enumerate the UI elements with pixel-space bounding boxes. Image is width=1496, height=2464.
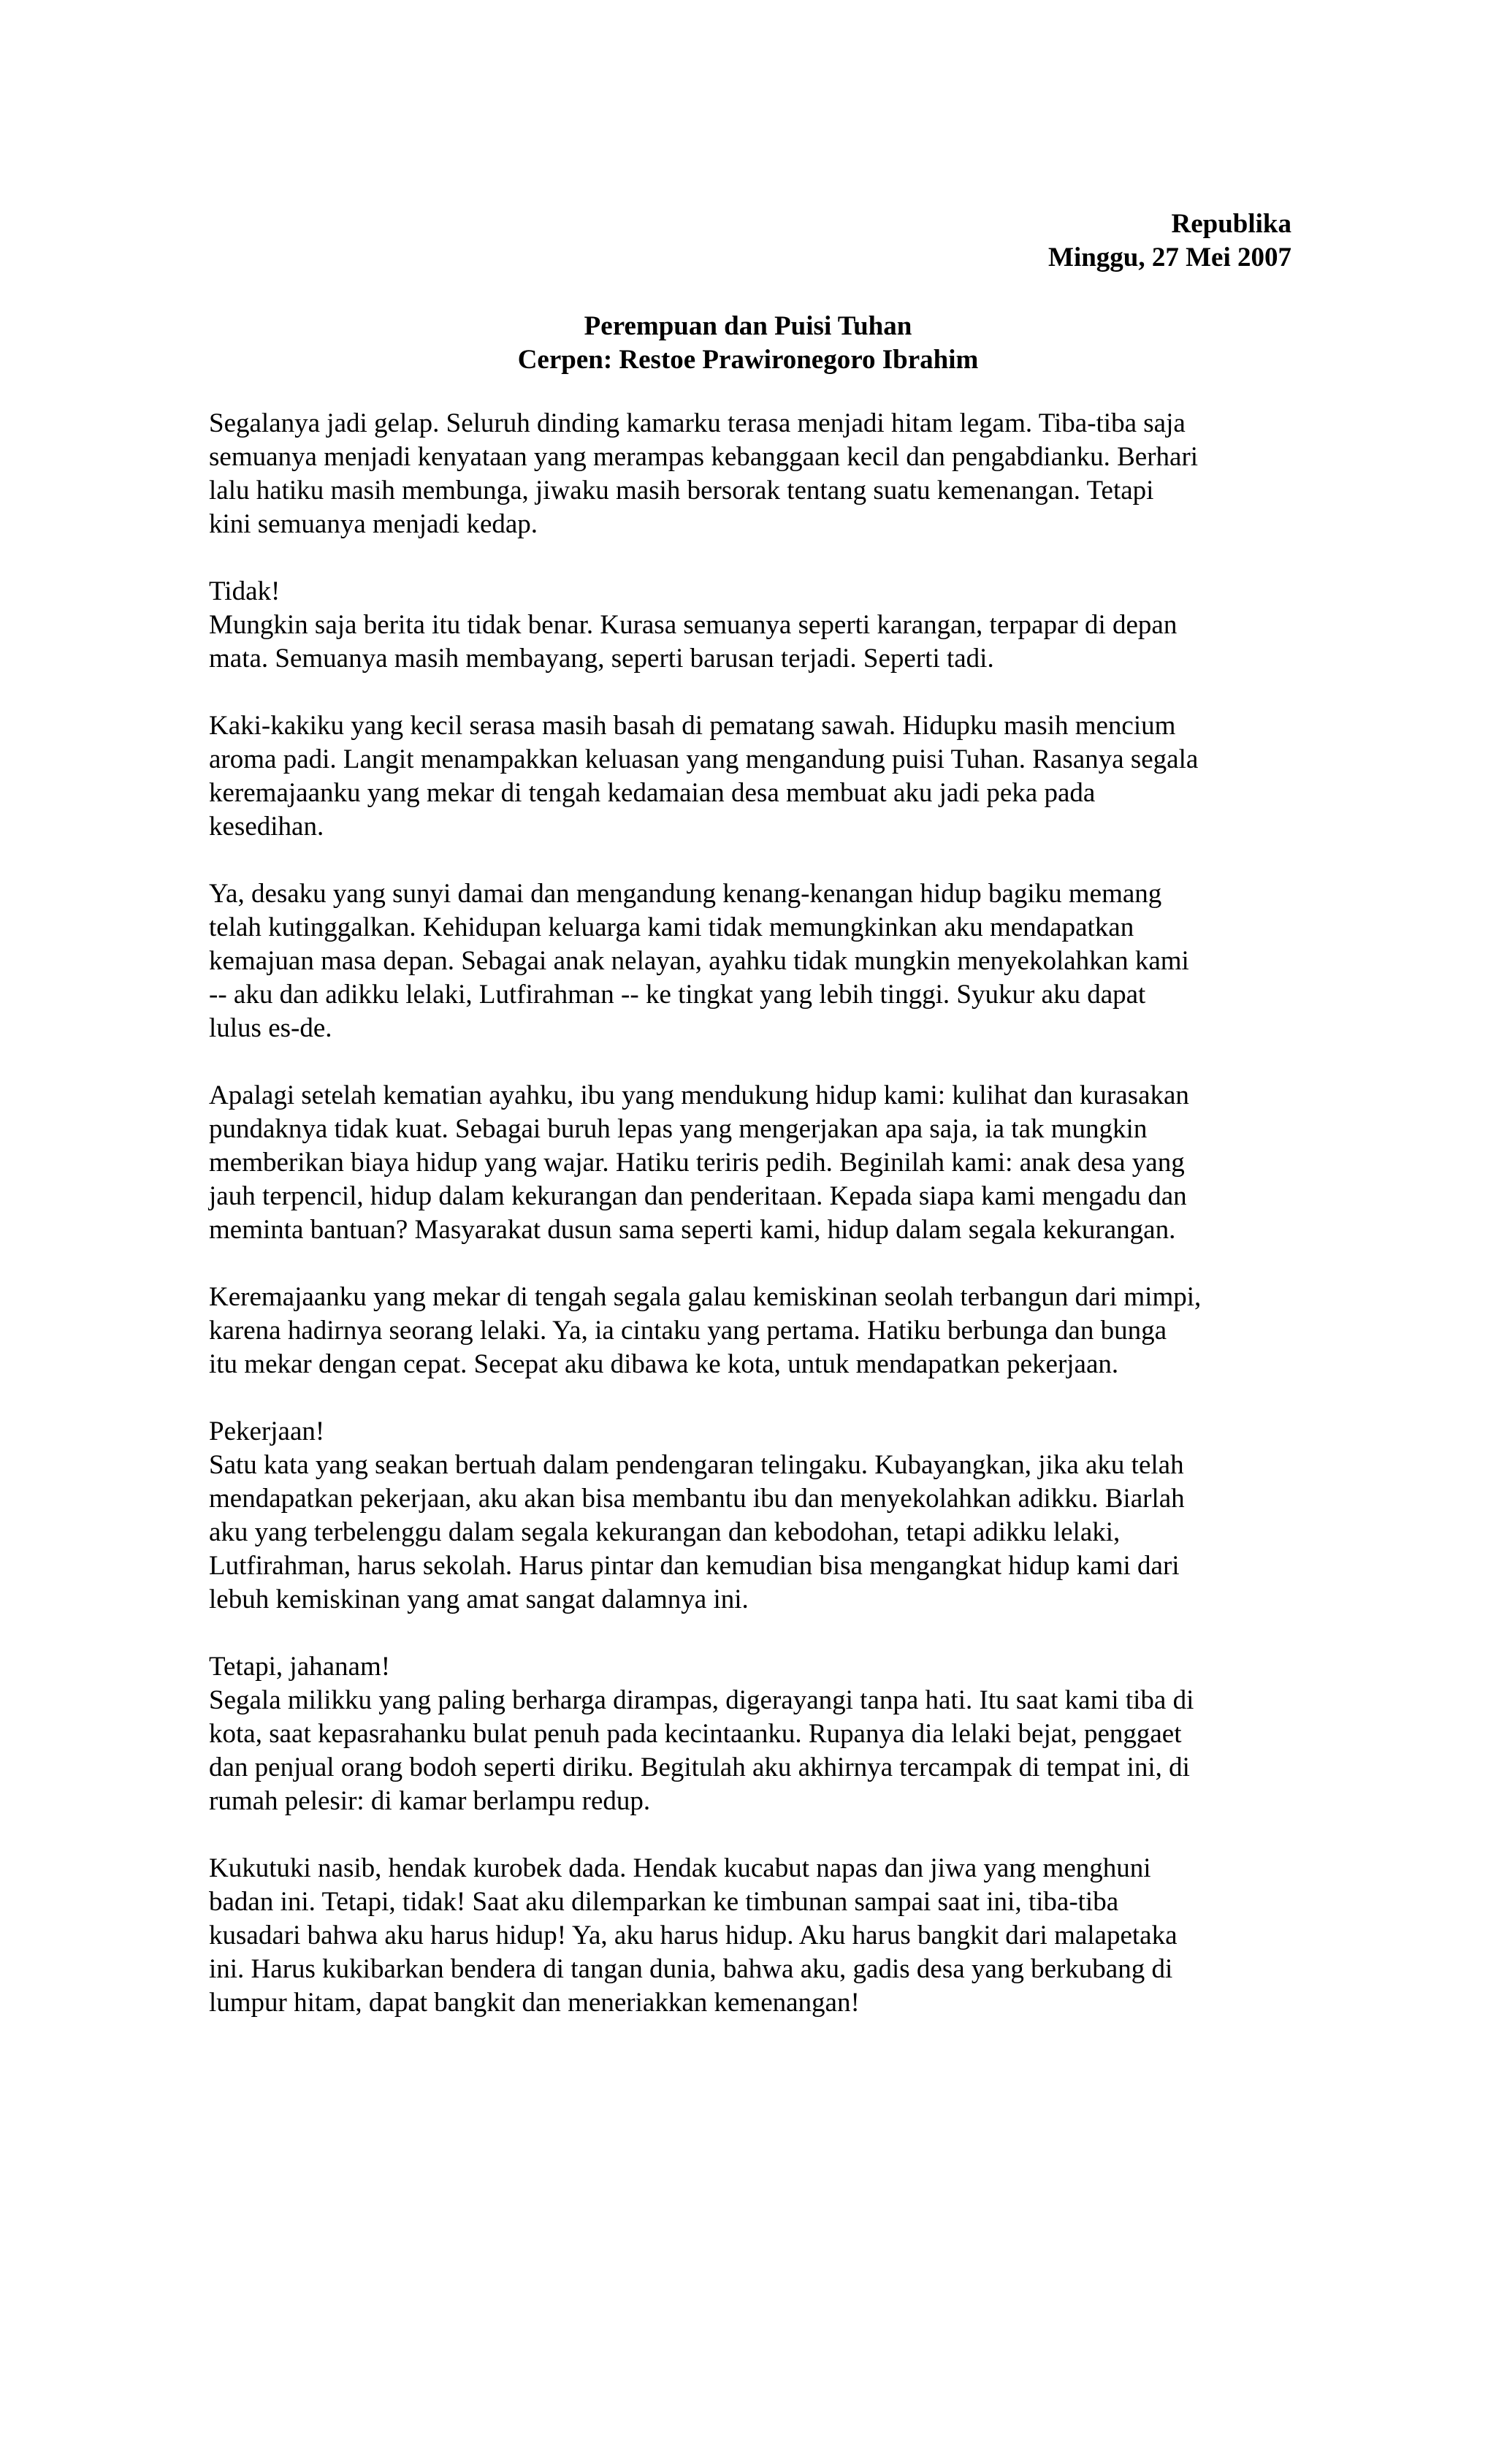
paragraph-line: Lutfirahman, harus sekolah. Harus pintar dan kemudian bisa mengangkat hidup kami dari bbox=[209, 1551, 1180, 1581]
paragraph-line: Kaki-kakiku yang kecil serasa masih basah di pematang sawah. Hidupku masih mencium bbox=[209, 711, 1176, 741]
paragraph-line: jauh terpencil, hidup dalam kekurangan dan penderitaan. Kepada siapa kami mengadu dan bbox=[209, 1181, 1187, 1211]
publication-date: Minggu, 27 Mei 2007 bbox=[1048, 243, 1291, 272]
paragraph-line: kota, saat kepasrahanku bulat penuh pada kecintaanku. Rupanya dia lelaki bejat, penggaet bbox=[209, 1719, 1182, 1749]
paragraph-line: lebuh kemiskinan yang amat sangat dalamnya ini. bbox=[209, 1584, 749, 1614]
paragraph-line: rumah pelesir: di kamar berlampu redup. bbox=[209, 1786, 651, 1816]
story-body bbox=[209, 407, 1305, 2020]
story-paragraph bbox=[209, 1650, 1305, 1818]
publication-name: Republika bbox=[1171, 209, 1291, 239]
paragraph-line: Mungkin saja berita itu tidak benar. Kurasa semuanya seperti karangan, terpapar di depan bbox=[209, 610, 1178, 640]
paragraph-line: keremajaanku yang mekar di tengah kedamaian desa membuat aku jadi peka pada bbox=[209, 778, 1096, 808]
story-paragraph bbox=[209, 1852, 1305, 2020]
paragraph-line: Ya, desaku yang sunyi damai dan mengandung kenang-kenangan hidup bagiku memang bbox=[209, 879, 1162, 909]
story-byline: Cerpen: Restoe Prawironegoro Ibrahim bbox=[517, 345, 979, 375]
story-paragraph bbox=[209, 1415, 1305, 1617]
paragraph-line: Tetapi, jahanam! bbox=[209, 1652, 391, 1682]
story-paragraph bbox=[209, 575, 1305, 676]
paragraph-line: kini semuanya menjadi kedap. bbox=[209, 509, 538, 539]
story-title-block bbox=[0, 310, 1496, 377]
paragraph-line: itu mekar dengan cepat. Secepat aku dibawa ke kota, untuk mendapatkan pekerjaan. bbox=[209, 1349, 1119, 1379]
paragraph-line: kesedihan. bbox=[209, 812, 324, 842]
paragraph-line: mendapatkan pekerjaan, aku akan bisa membantu ibu dan menyekolahkan adikku. Biarlah bbox=[209, 1484, 1185, 1514]
paragraph-line: badan ini. Tetapi, tidak! Saat aku dilemparkan ke timbunan sampai saat ini, tiba-tiba bbox=[209, 1887, 1119, 1917]
story-paragraph bbox=[209, 407, 1305, 541]
story-paragraph bbox=[209, 709, 1305, 844]
story-paragraph bbox=[209, 1281, 1305, 1381]
story-title: Perempuan dan Puisi Tuhan bbox=[584, 311, 912, 341]
paragraph-line: aku yang terbelenggu dalam segala kekurangan dan kebodohan, tetapi adikku lelaki, bbox=[209, 1517, 1121, 1547]
paragraph-line: lalu hatiku masih membunga, jiwaku masih bersorak tentang suatu kemenangan. Tetapi bbox=[209, 476, 1154, 506]
paragraph-line: telah kutinggalkan. Kehidupan keluarga kami tidak memungkinkan aku mendapatkan bbox=[209, 912, 1134, 942]
paragraph-line: Pekerjaan! bbox=[209, 1416, 325, 1446]
paragraph-line: Segala milikku yang paling berharga dirampas, digerayangi tanpa hati. Itu saat kami tiba di bbox=[209, 1685, 1194, 1715]
paragraph-line: kemajuan masa depan. Sebagai anak nelayan, ayahku tidak mungkin menyekolahkan kami bbox=[209, 946, 1189, 976]
masthead bbox=[1048, 207, 1291, 275]
paragraph-line: Apalagi setelah kematian ayahku, ibu yang mendukung hidup kami: kulihat dan kurasakan bbox=[209, 1080, 1189, 1110]
paragraph-line: semuanya menjadi kenyataan yang merampas kebanggaan kecil dan pengabdianku. Berhari bbox=[209, 442, 1199, 472]
paragraph-line: karena hadirnya seorang lelaki. Ya, ia cintaku yang pertama. Hatiku berbunga dan bunga bbox=[209, 1316, 1167, 1346]
paragraph-line: Keremajaanku yang mekar di tengah segala galau kemiskinan seolah terbangun dari mimpi, bbox=[209, 1282, 1202, 1312]
story-paragraph bbox=[209, 1079, 1305, 1247]
paragraph-line: lulus es-de. bbox=[209, 1013, 332, 1043]
paragraph-line: Kukutuki nasib, hendak kurobek dada. Hendak kucabut napas dan jiwa yang menghuni bbox=[209, 1853, 1151, 1883]
paragraph-line: mata. Semuanya masih membayang, seperti barusan terjadi. Seperti tadi. bbox=[209, 644, 994, 674]
paragraph-line: pundaknya tidak kuat. Sebagai buruh lepas yang mengerjakan apa saja, ia tak mungkin bbox=[209, 1114, 1148, 1144]
paragraph-line: ini. Harus kukibarkan bendera di tangan dunia, bahwa aku, gadis desa yang berkubang di bbox=[209, 1954, 1173, 1984]
paragraph-line: Tidak! bbox=[209, 576, 280, 606]
paragraph-line: aroma padi. Langit menampakkan keluasan yang mengandung puisi Tuhan. Rasanya segala bbox=[209, 744, 1199, 774]
paragraph-line: meminta bantuan? Masyarakat dusun sama seperti kami, hidup dalam segala kekurangan. bbox=[209, 1215, 1176, 1245]
paragraph-line: memberikan biaya hidup yang wajar. Hatiku teriris pedih. Beginilah kami: anak desa yang bbox=[209, 1148, 1185, 1178]
paragraph-line: Segalanya jadi gelap. Seluruh dinding kamarku terasa menjadi hitam legam. Tiba-tiba saja bbox=[209, 408, 1186, 438]
paragraph-line: -- aku dan adikku lelaki, Lutfirahman -- ke tingkat yang lebih tinggi. Syukur aku dapat bbox=[209, 980, 1146, 1010]
paragraph-line: Satu kata yang seakan bertuah dalam pendengaran telingaku. Kubayangkan, jika aku telah bbox=[209, 1450, 1184, 1480]
story-paragraph bbox=[209, 877, 1305, 1045]
paragraph-line: lumpur hitam, dapat bangkit dan meneriakkan kemenangan! bbox=[209, 1988, 860, 2018]
paragraph-line: kusadari bahwa aku harus hidup! Ya, aku harus hidup. Aku harus bangkit dari malapetaka bbox=[209, 1921, 1178, 1950]
paragraph-line: dan penjual orang bodoh seperti diriku. Begitulah aku akhirnya tercampak di tempat ini, di bbox=[209, 1752, 1190, 1782]
